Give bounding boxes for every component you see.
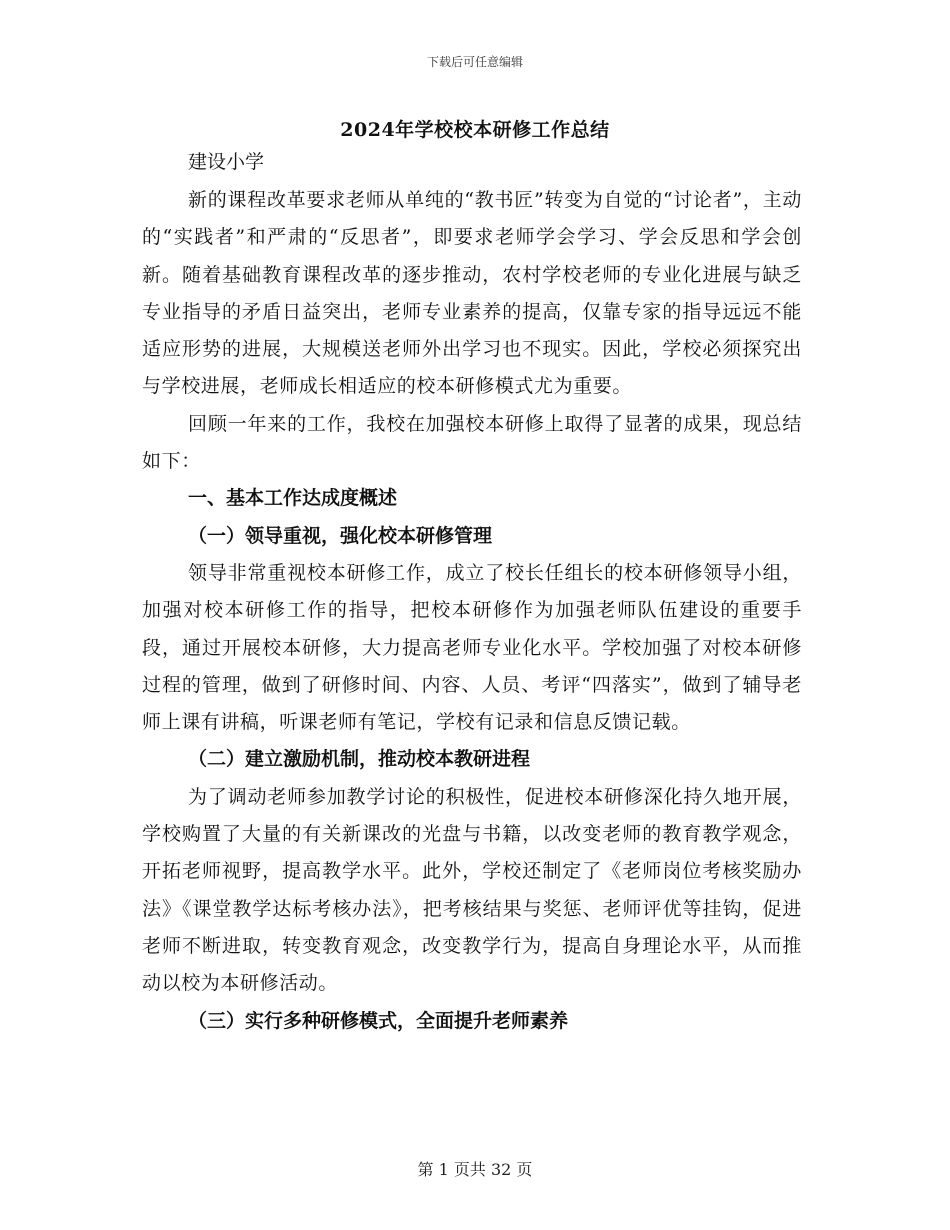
document-body [142, 182, 802, 1040]
paragraph-intro: 新的课程改革要求老师从单纯的“教书匠”转变为自觉的“讨论者”，主动的“实践者”和严肃的“反思者”，即要求老师学会学习、学会反思和学会创新。随着基础教育课程改革的逐步推动，农村学校老师的专业化进展与缺乏专业指导的矛盾日益突出，老师专业素养的提高，仅靠专家的指导远远不能适应形势的进展，大规模送老师外出学习也不现实。因此，学校必须探究出与学校进展，老师成长相适应的校本研修模式尤为重要。 [142, 189, 802, 398]
paragraph-leadership: 领导非常重视校本研修工作，成立了校长任组长的校本研修领导小组，加强对校本研修工作的指导，把校本研修作为加强老师队伍建设的重要手段，通过开展校本研修，大力提高老师专业化水平。学校加强了对校本研修过程的管理，做到了研修时间、内容、人员、考评“四落实”，做到了辅导老师上课有讲稿，听课老师有笔记，学校有记录和信息反馈记载。 [142, 561, 802, 734]
paragraph-incentive: 为了调动老师参加教学讨论的积极性，促进校本研修深化持久地开展，学校购置了大量的有关新课改的光盘与书籍，以改变老师的教育教学观念，开拓老师视野，提高教学水平。此外，学校还制定了《老师岗位考核奖励办法》《课堂教学达标考核办法》，把考核结果与奖惩、老师评优等挂钩，促进老师不断进取，转变教育观念，改变教学行为，提高自身理论水平，从而推动以校为本研修活动。 [142, 785, 802, 995]
subsection-heading-1: （一）领导重视，强化校本研修管理 [188, 524, 493, 547]
document-title: 2024年学校校本研修工作总结 [340, 119, 610, 141]
section-heading-1: 一、基本工作达成度概述 [188, 487, 398, 510]
page-footer: 第 1 页共 32 页 [417, 1160, 533, 1179]
subsection-heading-3: （三）实行多种研修模式，全面提升老师素养 [188, 1009, 569, 1032]
header-note: 下载后可任意编辑 [426, 55, 523, 69]
author-line: 建设小学 [188, 151, 265, 173]
subsection-heading-2: （二）建立激励机制，推动校本教研进程 [188, 748, 531, 771]
paragraph-review: 回顾一年来的工作，我校在加强校本研修上取得了显著的成果，现总结如下： [142, 412, 802, 473]
